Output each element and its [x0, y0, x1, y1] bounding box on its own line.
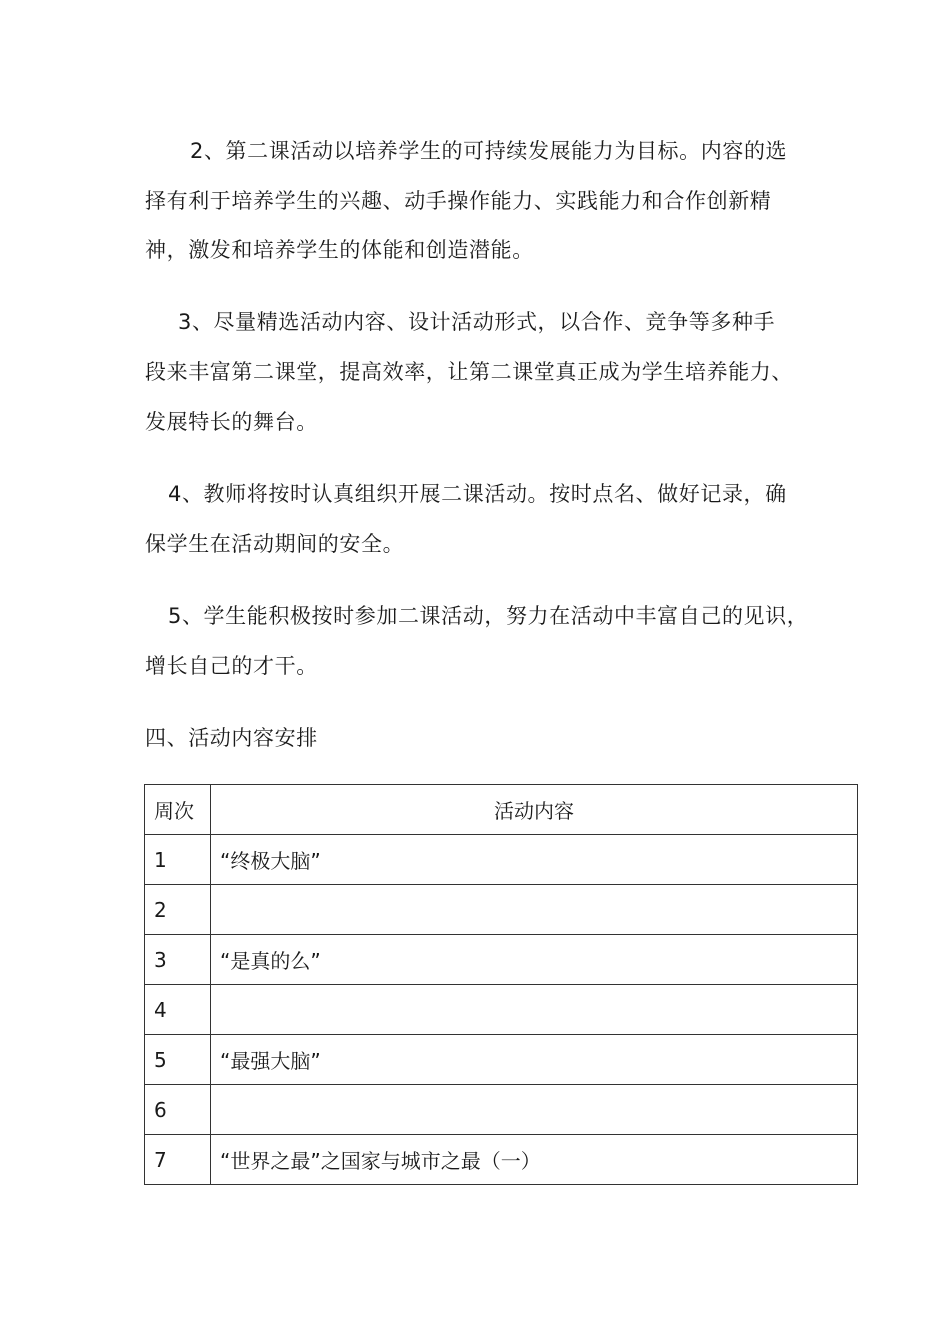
week-cell: 6	[145, 1085, 211, 1135]
activity-cell	[211, 885, 858, 935]
activity-cell: “终极大脑”	[211, 835, 858, 885]
table-row	[145, 1035, 858, 1085]
table-row	[145, 935, 858, 985]
week-cell: 4	[145, 985, 211, 1035]
activity-cell	[211, 1085, 858, 1135]
week-cell: 2	[145, 885, 211, 935]
header-activity-content: 活动内容	[211, 785, 858, 835]
activity-schedule-table	[144, 784, 858, 1185]
paragraph-4-line-1: 4、教师将按时认真组织开展二课活动。按时点名、做好记录，确	[168, 482, 787, 506]
paragraph-5-line-1: 5、学生能积极按时参加二课活动，努力在活动中丰富自己的见识，	[168, 604, 809, 628]
paragraph-3-line-3: 发展特长的舞台。	[145, 410, 318, 434]
paragraph-3-line-2: 段来丰富第二课堂，提高效率，让第二课堂真正成为学生培养能力、	[145, 360, 793, 384]
table-row	[145, 1085, 858, 1135]
paragraph-2-line-1: 2、第二课活动以培养学生的可持续发展能力为目标。内容的选	[190, 139, 788, 163]
table-row	[145, 835, 858, 885]
paragraph-4-line-2: 保学生在活动期间的安全。	[145, 532, 405, 556]
paragraph-2-line-2: 择有利于培养学生的兴趣、动手操作能力、实践能力和合作创新精	[145, 189, 772, 213]
table-row	[145, 985, 858, 1035]
section-heading: 四、活动内容安排	[145, 726, 318, 750]
week-cell: 3	[145, 935, 211, 985]
activity-cell: “世界之最”之国家与城市之最（一）	[211, 1135, 858, 1185]
activity-cell: “是真的么”	[211, 935, 858, 985]
week-cell: 5	[145, 1035, 211, 1085]
table-header-row	[145, 785, 858, 835]
paragraph-2-line-3: 神，激发和培养学生的体能和创造潜能。	[145, 238, 534, 262]
paragraph-5-line-2: 增长自己的才干。	[145, 654, 318, 678]
week-cell: 1	[145, 835, 211, 885]
week-cell: 7	[145, 1135, 211, 1185]
header-week: 周次	[145, 785, 211, 835]
activity-cell	[211, 985, 858, 1035]
table-row	[145, 885, 858, 935]
paragraph-3-line-1: 3、尽量精选活动内容、设计活动形式，以合作、竞争等多种手	[178, 310, 776, 334]
activity-cell: “最强大脑”	[211, 1035, 858, 1085]
table-row	[145, 1135, 858, 1185]
